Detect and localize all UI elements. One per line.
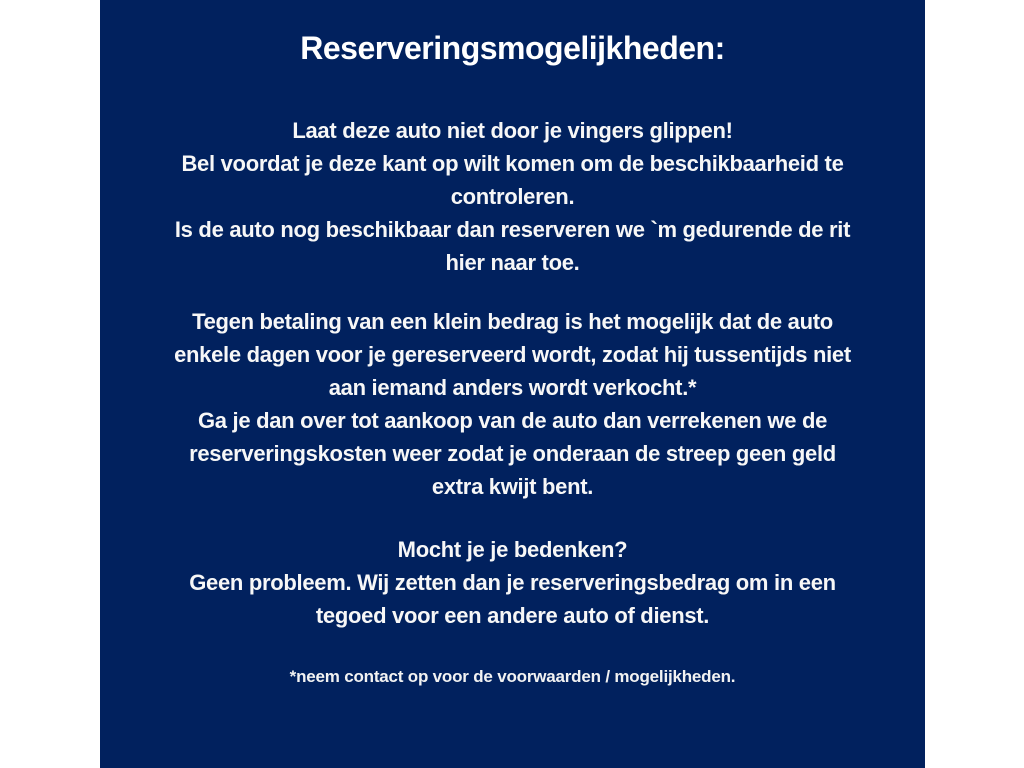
paragraph-change-of-mind	[130, 533, 895, 632]
text-line: tegoed voor een andere auto of dienst.	[315, 603, 710, 628]
text-line: reserveringskosten weer zodat je onderaan de streep geen geld	[189, 441, 836, 466]
slide-content	[100, 0, 925, 768]
paragraph-availability	[130, 114, 895, 279]
text-line: controleren.	[450, 184, 575, 209]
text-line: enkele dagen voor je gereserveerd wordt, zodat hij tussentijds niet	[174, 342, 851, 367]
text-line: Geen probleem. Wij zetten dan je reserveringsbedrag om in een	[189, 570, 836, 595]
text-line: Laat deze auto niet door je vingers glippen!	[292, 118, 733, 143]
text-line: Is de auto nog beschikbaar dan reserveren we `m gedurende de rit	[174, 217, 851, 242]
slide-title: Reserveringsmogelijkheden:	[300, 30, 725, 66]
text-line: Ga je dan over tot aankoop van de auto dan verrekenen we de	[197, 408, 828, 433]
paragraph-reservation-fee	[130, 305, 895, 503]
text-line: hier naar toe.	[445, 250, 580, 275]
text-line: extra kwijt bent.	[431, 474, 594, 499]
navy-panel	[100, 0, 925, 768]
text-line: Tegen betaling van een klein bedrag is het mogelijk dat de auto	[192, 309, 833, 334]
text-line: aan iemand anders wordt verkocht.*	[328, 375, 697, 400]
text-line: Bel voordat je deze kant op wilt komen om de beschikbaarheid te	[181, 151, 844, 176]
footnote: *neem contact op voor de voorwaarden / mogelijkheden.	[289, 667, 736, 686]
text-line: Mocht je je bedenken?	[397, 537, 628, 562]
